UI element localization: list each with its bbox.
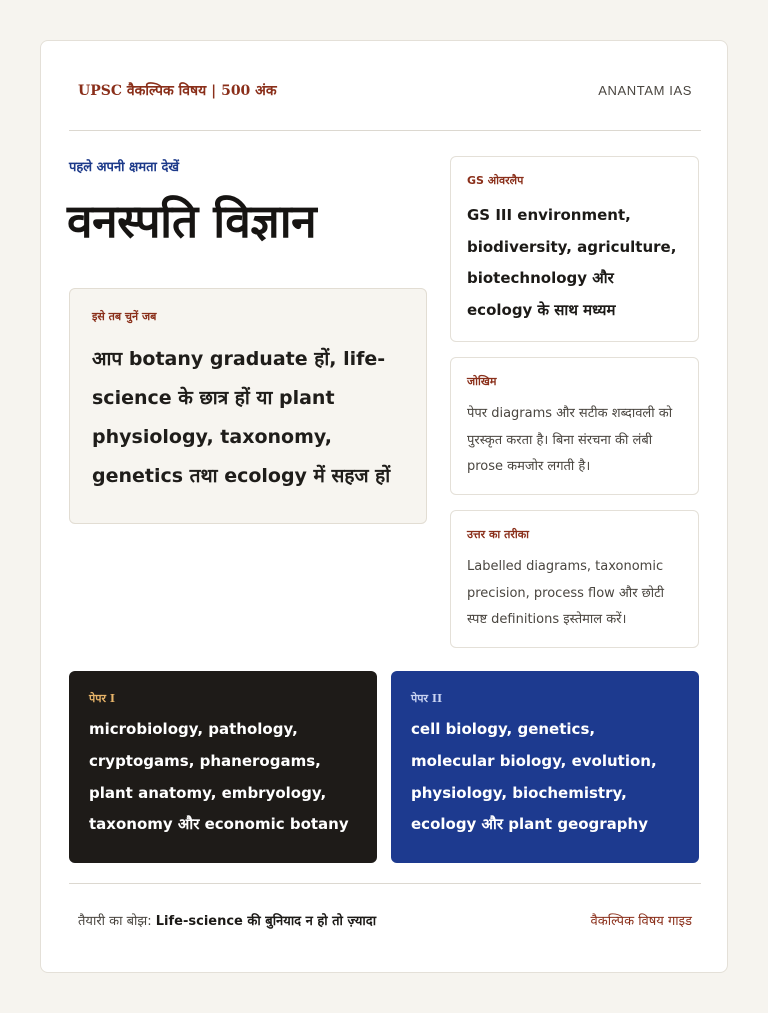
prep-load-value: Life-science की बुनियाद न हो तो ज़्यादा: [155, 914, 377, 929]
paper-2-box: [391, 671, 699, 863]
footer-divider: [69, 883, 701, 884]
paper-1-text: microbiology, pathology, cryptogams, phanerogams, plant anatomy, embryology, taxonomy और economic botany: [89, 720, 349, 834]
prep-load: [78, 911, 376, 929]
gs-overlap-box: [450, 156, 699, 342]
choose-when-text: आप botany graduate हों, life-science के छात्र हों या plant physiology, taxonomy, genetics तथा ecology में सहज हों: [92, 348, 391, 487]
paper-1-label: पेपर I: [89, 692, 115, 705]
gs-overlap-label: GS ओवरलैप: [467, 174, 524, 187]
choose-when-label: इसे तब चुनें जब: [92, 310, 157, 323]
answer-style-text: Labelled diagrams, taxonomic precision, process flow और छोटी स्पष्ट definitions इस्तेमाल करें।: [467, 559, 665, 627]
guide-name: वैकल्पिक विषय गाइड: [590, 914, 692, 929]
choose-when-box: [69, 288, 427, 524]
paper-1-box: [69, 671, 377, 863]
subject-title: वनस्पति विज्ञान: [67, 194, 317, 248]
answer-style-box: [450, 510, 699, 648]
footer: [78, 911, 692, 929]
brand-title: UPSC वैकल्पिक विषय | 500 अंक: [78, 82, 277, 99]
paper-2-label: पेपर II: [411, 692, 443, 705]
risk-box: [450, 357, 699, 495]
prep-load-label: तैयारी का बोझ:: [78, 914, 152, 929]
header: [78, 79, 692, 101]
gs-overlap-text: GS III environment, biodiversity, agriculture, biotechnology और ecology के साथ मध्यम: [467, 206, 677, 319]
answer-style-label: उत्तर का तरीका: [467, 528, 529, 541]
header-divider: [69, 130, 701, 131]
eyebrow-text: पहले अपनी क्षमता देखें: [69, 160, 179, 175]
org-name: ANANTAM IAS: [598, 82, 692, 98]
risk-label: जोखिम: [467, 375, 497, 388]
risk-text: पेपर diagrams और सटीक शब्दावली को पुरस्कृत करता है। बिना संरचना की लंबी prose कमजोर लगती है।: [467, 406, 673, 474]
paper-2-text: cell biology, genetics, molecular biology, evolution, physiology, biochemistry, ecology और plant geography: [411, 720, 657, 834]
guide-card: [40, 40, 728, 973]
